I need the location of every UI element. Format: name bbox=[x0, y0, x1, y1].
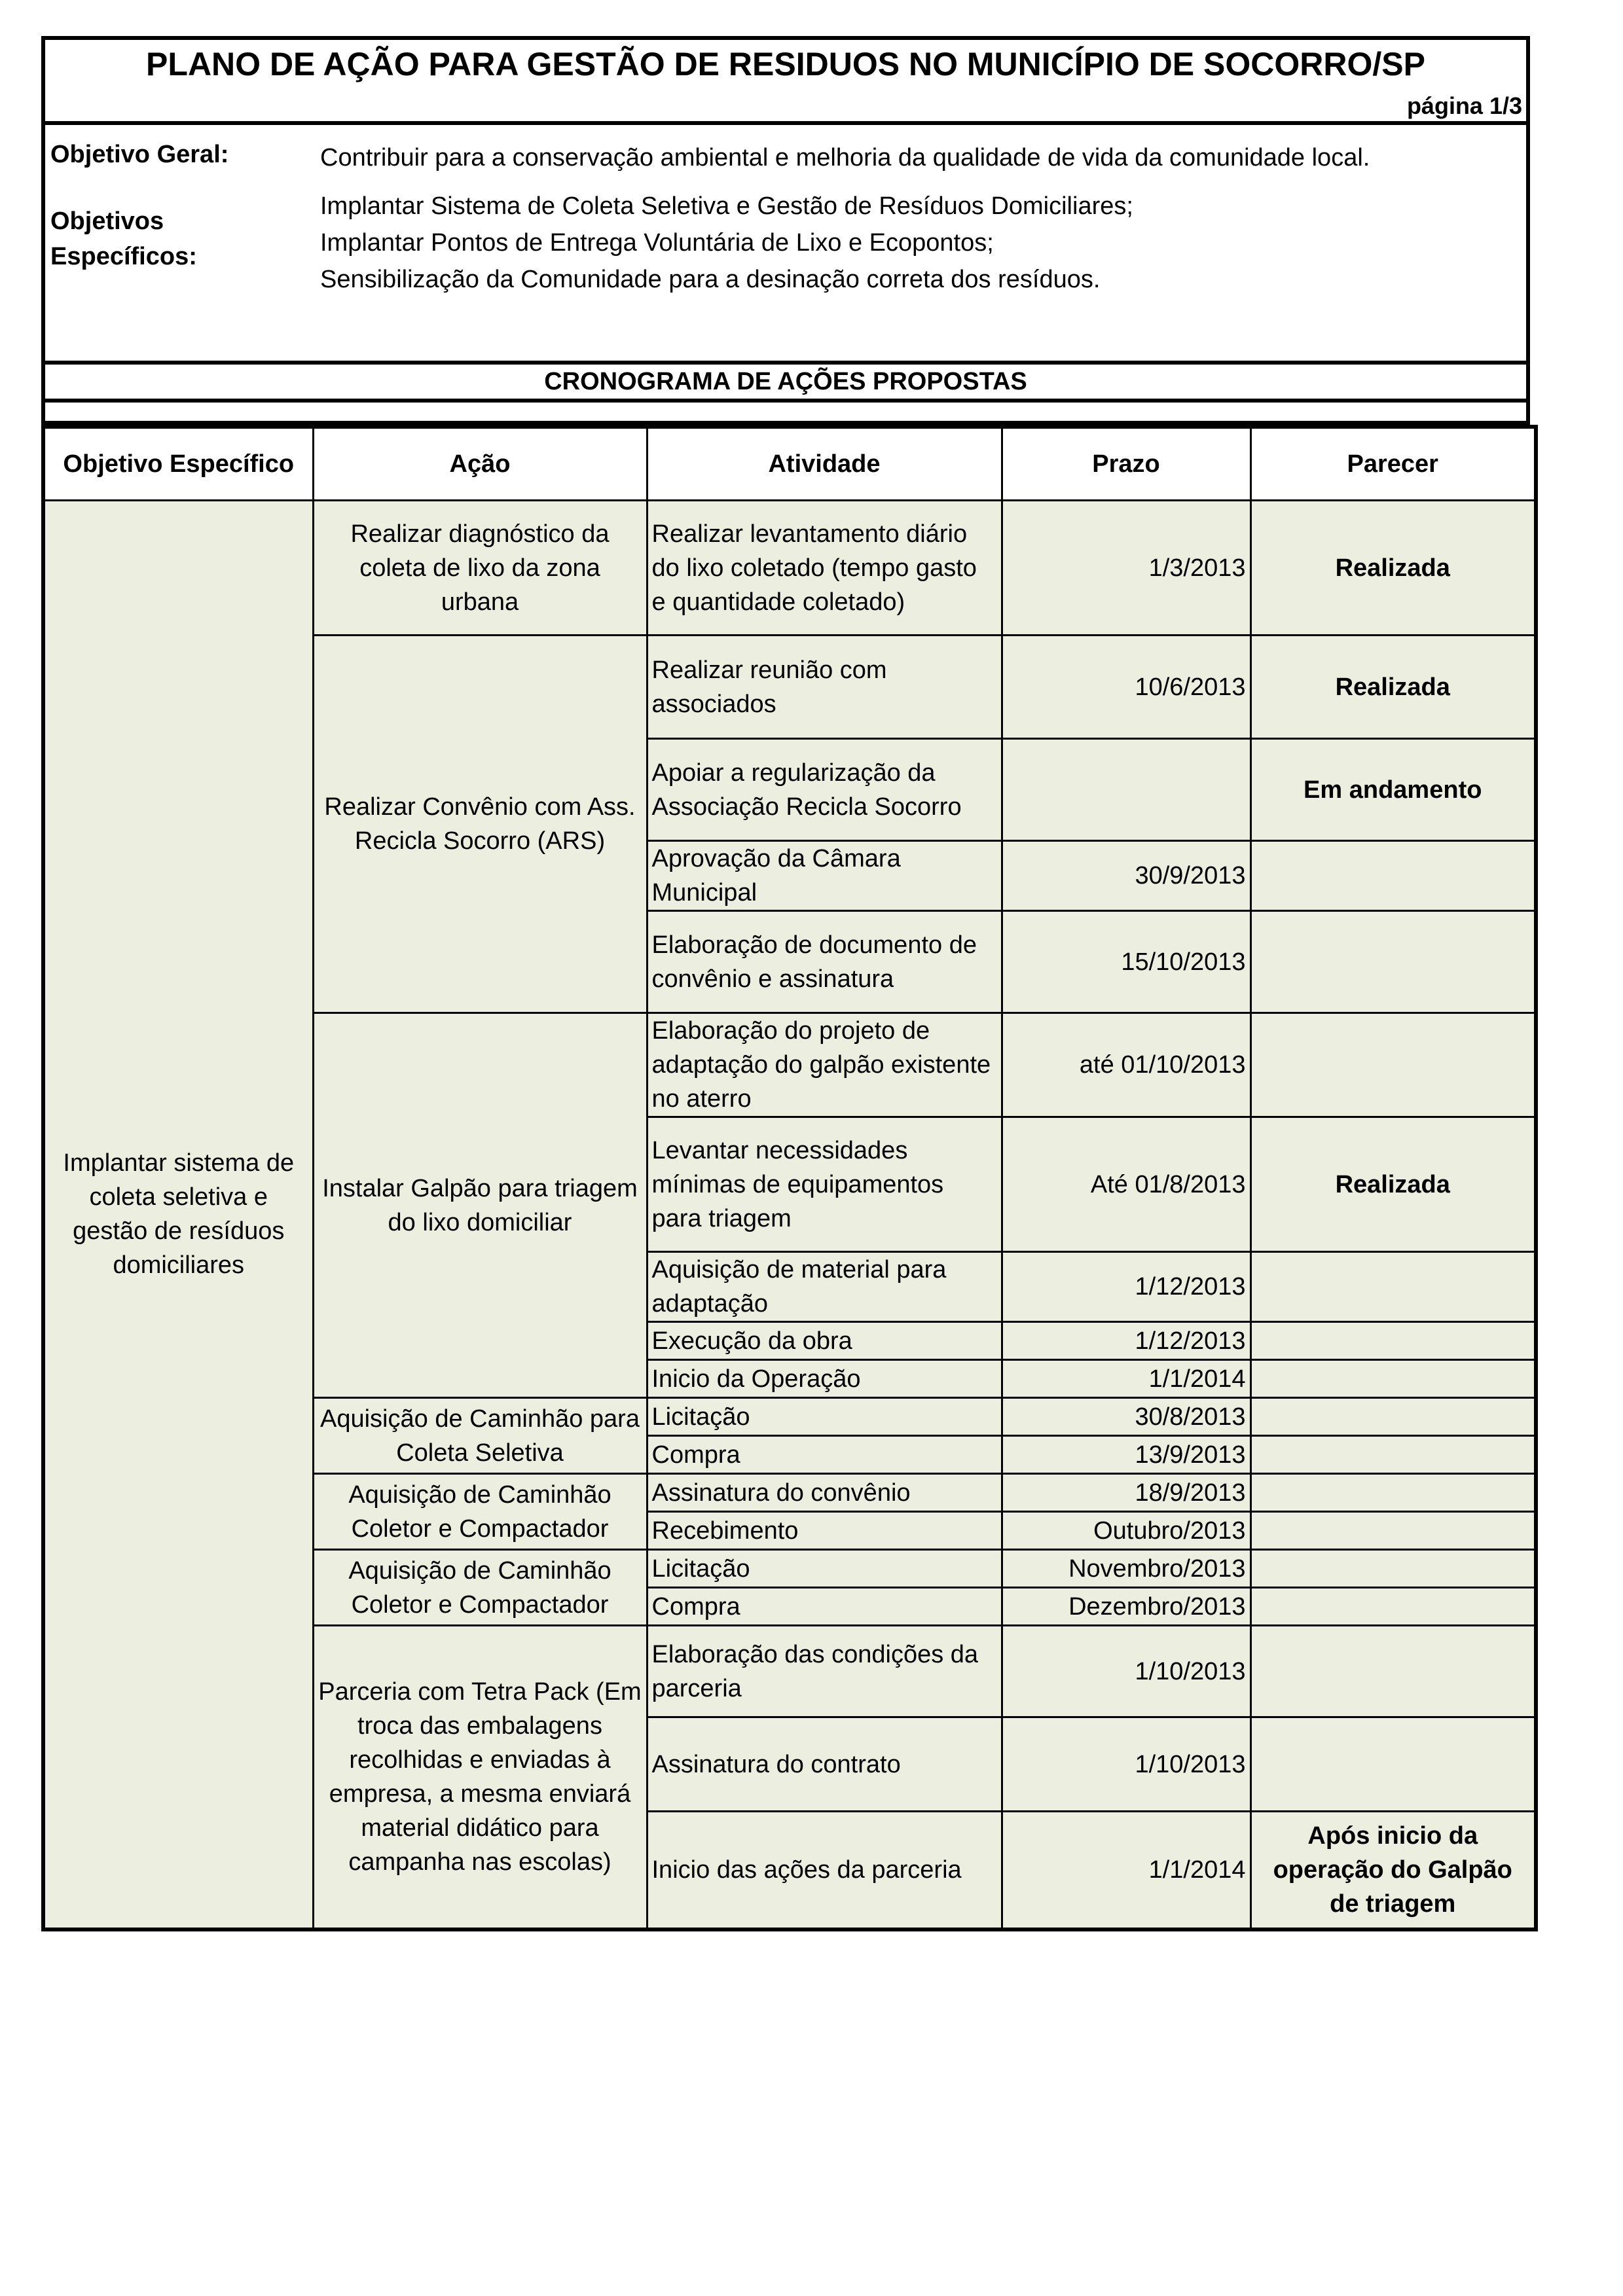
activity-cell: Aprovação da Câmara Municipal bbox=[647, 841, 1002, 911]
activity-cell: Realizar reunião com associados bbox=[647, 636, 1002, 739]
deadline-cell: 30/9/2013 bbox=[1002, 841, 1250, 911]
action-cell: Aquisição de Caminhão para Coleta Seletiva bbox=[313, 1398, 647, 1474]
deadline-cell: Até 01/8/2013 bbox=[1002, 1117, 1250, 1252]
activity-cell: Recebimento bbox=[647, 1512, 1002, 1550]
specific-objectives-label-line2: Específicos: bbox=[50, 243, 197, 270]
activity-cell: Elaboração do projeto de adaptação do galpão existente no aterro bbox=[647, 1013, 1002, 1117]
status-cell bbox=[1250, 1398, 1536, 1436]
status-cell bbox=[1250, 1588, 1536, 1626]
activity-cell: Execução da obra bbox=[647, 1322, 1002, 1360]
table-header-row bbox=[43, 427, 1536, 501]
objectives-block bbox=[45, 125, 1526, 365]
status-cell bbox=[1250, 1322, 1536, 1360]
status-cell bbox=[1250, 1474, 1536, 1512]
action-cell: Instalar Galpão para triagem do lixo domiciliar bbox=[313, 1013, 647, 1398]
activity-cell: Licitação bbox=[647, 1398, 1002, 1436]
action-cell: Parceria com Tetra Pack (Em troca das embalagens recolhidas e enviadas à empresa, a mesma enviará material didático para campanha nas escolas) bbox=[313, 1626, 647, 1929]
column-header: Prazo bbox=[1002, 427, 1250, 501]
activity-cell: Realizar levantamento diário do lixo coletado (tempo gasto e quantidade coletado) bbox=[647, 501, 1002, 636]
deadline-cell: Outubro/2013 bbox=[1002, 1512, 1250, 1550]
status-cell: Realizada bbox=[1250, 501, 1536, 636]
deadline-cell: 15/10/2013 bbox=[1002, 911, 1250, 1013]
page-number: página 1/3 bbox=[1406, 92, 1522, 119]
deadline-cell: 1/12/2013 bbox=[1002, 1252, 1250, 1322]
activity-cell: Assinatura do convênio bbox=[647, 1474, 1002, 1512]
deadline-cell: 1/12/2013 bbox=[1002, 1322, 1250, 1360]
deadline-cell bbox=[1002, 739, 1250, 841]
status-cell bbox=[1250, 1252, 1536, 1322]
specific-objective-item: Sensibilização da Comunidade para a desinação correta dos resíduos. bbox=[320, 266, 1101, 293]
status-cell bbox=[1250, 841, 1536, 911]
activity-cell: Compra bbox=[647, 1588, 1002, 1626]
action-cell: Realizar diagnóstico da coleta de lixo da zona urbana bbox=[313, 501, 647, 636]
action-cell: Aquisição de Caminhão Coletor e Compactador bbox=[313, 1550, 647, 1626]
column-header: Parecer bbox=[1250, 427, 1536, 501]
column-header: Objetivo Específico bbox=[43, 427, 313, 501]
general-objective-label: Objetivo Geral: bbox=[50, 141, 229, 168]
title-row bbox=[45, 40, 1526, 125]
status-cell bbox=[1250, 1360, 1536, 1398]
status-cell bbox=[1250, 911, 1536, 1013]
status-cell: Realizada bbox=[1250, 1117, 1536, 1252]
activity-cell: Compra bbox=[647, 1436, 1002, 1474]
deadline-cell: 1/10/2013 bbox=[1002, 1626, 1250, 1717]
column-header: Atividade bbox=[647, 427, 1002, 501]
specific-objective-item: Implantar Sistema de Coleta Seletiva e Gestão de Resíduos Domiciliares; bbox=[320, 192, 1133, 220]
deadline-cell: 18/9/2013 bbox=[1002, 1474, 1250, 1512]
specific-objective-cell: Implantar sistema de coleta seletiva e gestão de resíduos domiciliares bbox=[43, 501, 313, 1929]
activity-cell: Elaboração das condições da parceria bbox=[647, 1626, 1002, 1717]
deadline-cell: até 01/10/2013 bbox=[1002, 1013, 1250, 1117]
status-cell: Após inicio da operação do Galpão de triagem bbox=[1250, 1812, 1536, 1929]
status-cell bbox=[1250, 1436, 1536, 1474]
specific-objectives-label-line1: Objetivos bbox=[50, 207, 164, 235]
general-objective-text: Contribuir para a conservação ambiental e melhoria da qualidade de vida da comunidade local. bbox=[320, 144, 1370, 171]
status-cell bbox=[1250, 1013, 1536, 1117]
activity-cell: Levantar necessidades mínimas de equipamentos para triagem bbox=[647, 1117, 1002, 1252]
activity-cell: Aquisição de material para adaptação bbox=[647, 1252, 1002, 1322]
status-cell bbox=[1250, 1550, 1536, 1588]
deadline-cell: 13/9/2013 bbox=[1002, 1436, 1250, 1474]
deadline-cell: 30/8/2013 bbox=[1002, 1398, 1250, 1436]
plan-header bbox=[41, 36, 1530, 425]
activity-cell: Licitação bbox=[647, 1550, 1002, 1588]
schedule-table bbox=[41, 425, 1538, 1931]
specific-objectives-label bbox=[50, 204, 197, 274]
document-title: PLANO DE AÇÃO PARA GESTÃO DE RESIDUOS NO MUNICÍPIO DE SOCORRO/SP bbox=[146, 46, 1425, 82]
activity-cell: Apoiar a regularização da Associação Recicla Socorro bbox=[647, 739, 1002, 841]
table-row bbox=[43, 501, 1536, 636]
activity-cell: Inicio da Operação bbox=[647, 1360, 1002, 1398]
document-page bbox=[41, 36, 1530, 1931]
deadline-cell: 10/6/2013 bbox=[1002, 636, 1250, 739]
specific-objectives-list bbox=[320, 188, 1133, 298]
status-cell bbox=[1250, 1717, 1536, 1812]
specific-objective-item: Implantar Pontos de Entrega Voluntária de Lixo e Ecopontos; bbox=[320, 229, 994, 257]
status-cell: Realizada bbox=[1250, 636, 1536, 739]
status-cell: Em andamento bbox=[1250, 739, 1536, 841]
schedule-title: CRONOGRAMA DE AÇÕES PROPOSTAS bbox=[45, 365, 1526, 403]
activity-cell: Inicio das ações da parceria bbox=[647, 1812, 1002, 1929]
deadline-cell: 1/1/2014 bbox=[1002, 1812, 1250, 1929]
deadline-cell: 1/10/2013 bbox=[1002, 1717, 1250, 1812]
deadline-cell: Novembro/2013 bbox=[1002, 1550, 1250, 1588]
spacer-row bbox=[45, 403, 1526, 425]
deadline-cell: Dezembro/2013 bbox=[1002, 1588, 1250, 1626]
activity-cell: Elaboração de documento de convênio e assinatura bbox=[647, 911, 1002, 1013]
deadline-cell: 1/1/2014 bbox=[1002, 1360, 1250, 1398]
action-cell: Aquisição de Caminhão Coletor e Compactador bbox=[313, 1474, 647, 1550]
status-cell bbox=[1250, 1512, 1536, 1550]
deadline-cell: 1/3/2013 bbox=[1002, 501, 1250, 636]
action-cell: Realizar Convênio com Ass. Recicla Socorro (ARS) bbox=[313, 636, 647, 1013]
status-cell bbox=[1250, 1626, 1536, 1717]
column-header: Ação bbox=[313, 427, 647, 501]
activity-cell: Assinatura do contrato bbox=[647, 1717, 1002, 1812]
